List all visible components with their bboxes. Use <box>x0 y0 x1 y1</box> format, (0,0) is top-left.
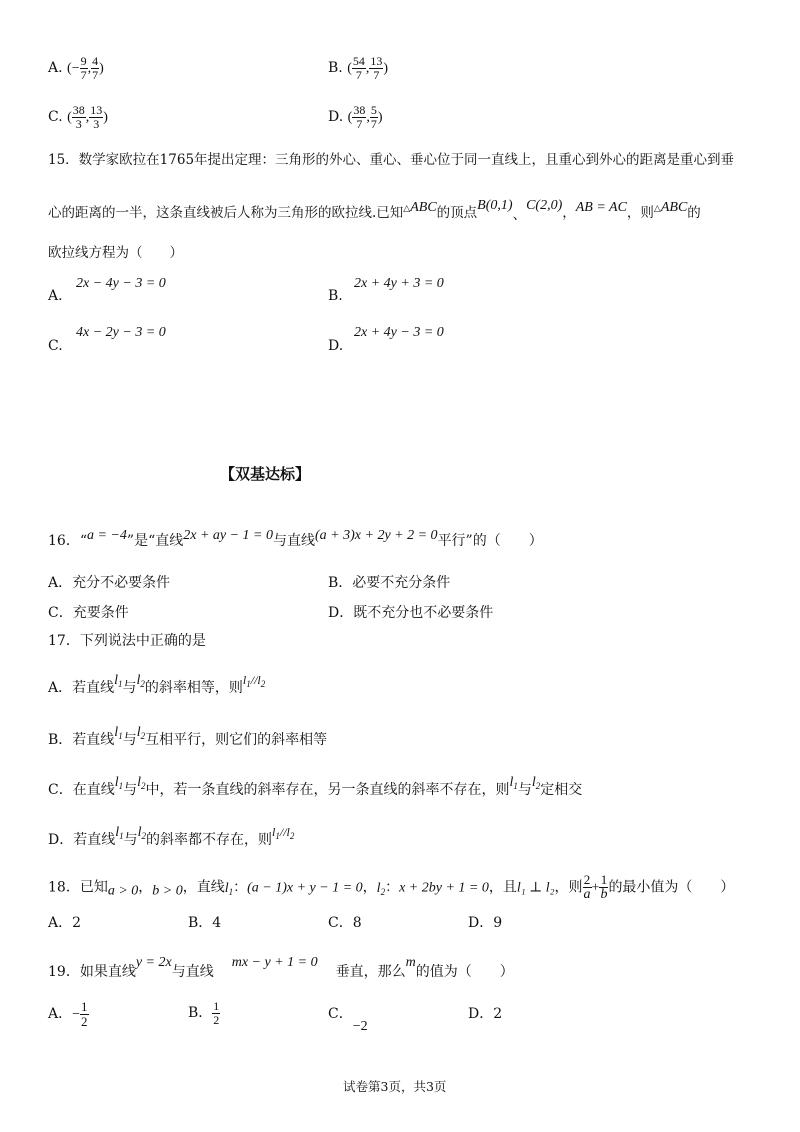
q14-option-d: D. ( $\frac{38}{7}$ , $\frac{5}{7}$ ) <box>328 103 383 131</box>
q18-option-c: C．8 <box>328 915 362 931</box>
q18-stem: 18．已知a > 0，b > 0，直线$l_1$：(a − 1)x + y − 1 = 0，$l_2$：x + 2by + 1 = 0，且l₁ ⊥ l₂，则 $\frac{2}{a}$ + $\frac{1}{b}$ 的最小值为（ ） <box>48 872 735 902</box>
q15-option-a-eq: 2x − 4y − 3 = 0 <box>76 276 166 291</box>
q19-option-a: A．− $\frac{1}{2}$ <box>48 999 88 1029</box>
q19-option-b: B． $\frac{1}{2}$ <box>188 999 220 1027</box>
q16-option-a: A．充分不必要条件 <box>48 575 171 591</box>
q18-option-b: B．4 <box>188 915 222 931</box>
q18-option-a: A．2 <box>48 915 82 931</box>
section-title: 【双基达标】 <box>220 465 311 483</box>
q19-option-c: C．−2 <box>328 1006 368 1034</box>
page-footer: 试卷第3页，共3页 <box>343 1079 447 1094</box>
q18-option-d: D．9 <box>468 915 503 931</box>
q15-line3: 欧拉线方程为（ ） <box>48 245 183 261</box>
q15-option-d-eq: 2x + 4y − 3 = 0 <box>354 325 444 340</box>
q14-option-c: C. ( $\frac{38}{3}$ , $\frac{13}{3}$ ) <box>48 103 108 131</box>
q17-option-b: B．若直线$l_1$与$l_2$互相平行，则它们的斜率相等 <box>48 725 328 748</box>
q16-option-d: D．既不充分也不必要条件 <box>328 605 494 621</box>
q15-option-b-eq: 2x + 4y + 3 = 0 <box>354 276 444 291</box>
q16-option-c: C．充要条件 <box>48 605 129 621</box>
q17-stem: 17．下列说法中正确的是 <box>48 633 206 649</box>
q16-option-b: B．必要不充分条件 <box>328 575 451 591</box>
q16-stem: 16．“a = −4”是“直线2x + ay − 1 = 0与直线(a + 3)x + 2y + 2 = 0平行”的（ ） <box>48 528 543 549</box>
q15-line1: 15．数学家欧拉在1765年提出定理：三角形的外心、重心、垂心位于同一直线上，且重心到外心的距离是重心到垂 <box>48 152 735 168</box>
q19-option-d: D．2 <box>468 1006 503 1022</box>
q14-option-b: B. ( $\frac{54}{7}$ , $\frac{13}{7}$ ) <box>328 54 389 82</box>
q15-line2: 心的距离的一半，这条直线被后人称为三角形的欧拉线.已知△ABC的顶点B(0,1)、C(2,0)，AB = AC，则△ABC的 <box>48 198 701 223</box>
q17-option-c: C．在直线$l_1$与$l_2$中，若一条直线的斜率存在，另一条直线的斜率不存在，则$l_1$与$l_2$定相交 <box>48 775 583 798</box>
q15-option-c-eq: 4x − 2y − 3 = 0 <box>76 325 166 340</box>
q17-option-a: A．若直线$l_1$与$l_2$的斜率相等，则$l_1//l_2$ <box>48 673 266 696</box>
q14-option-a: A. (− $\frac{9}{7}$ , $\frac{4}{7}$ ) <box>48 54 104 82</box>
q17-option-d: D．若直线$l_1$与$l_2$的斜率都不存在，则$l_1//l_2$ <box>48 825 295 848</box>
q19-stem: 19．如果直线y = 2x与直线mx − y + 1 = 0垂直，那么m的值为（ ） <box>48 955 514 980</box>
